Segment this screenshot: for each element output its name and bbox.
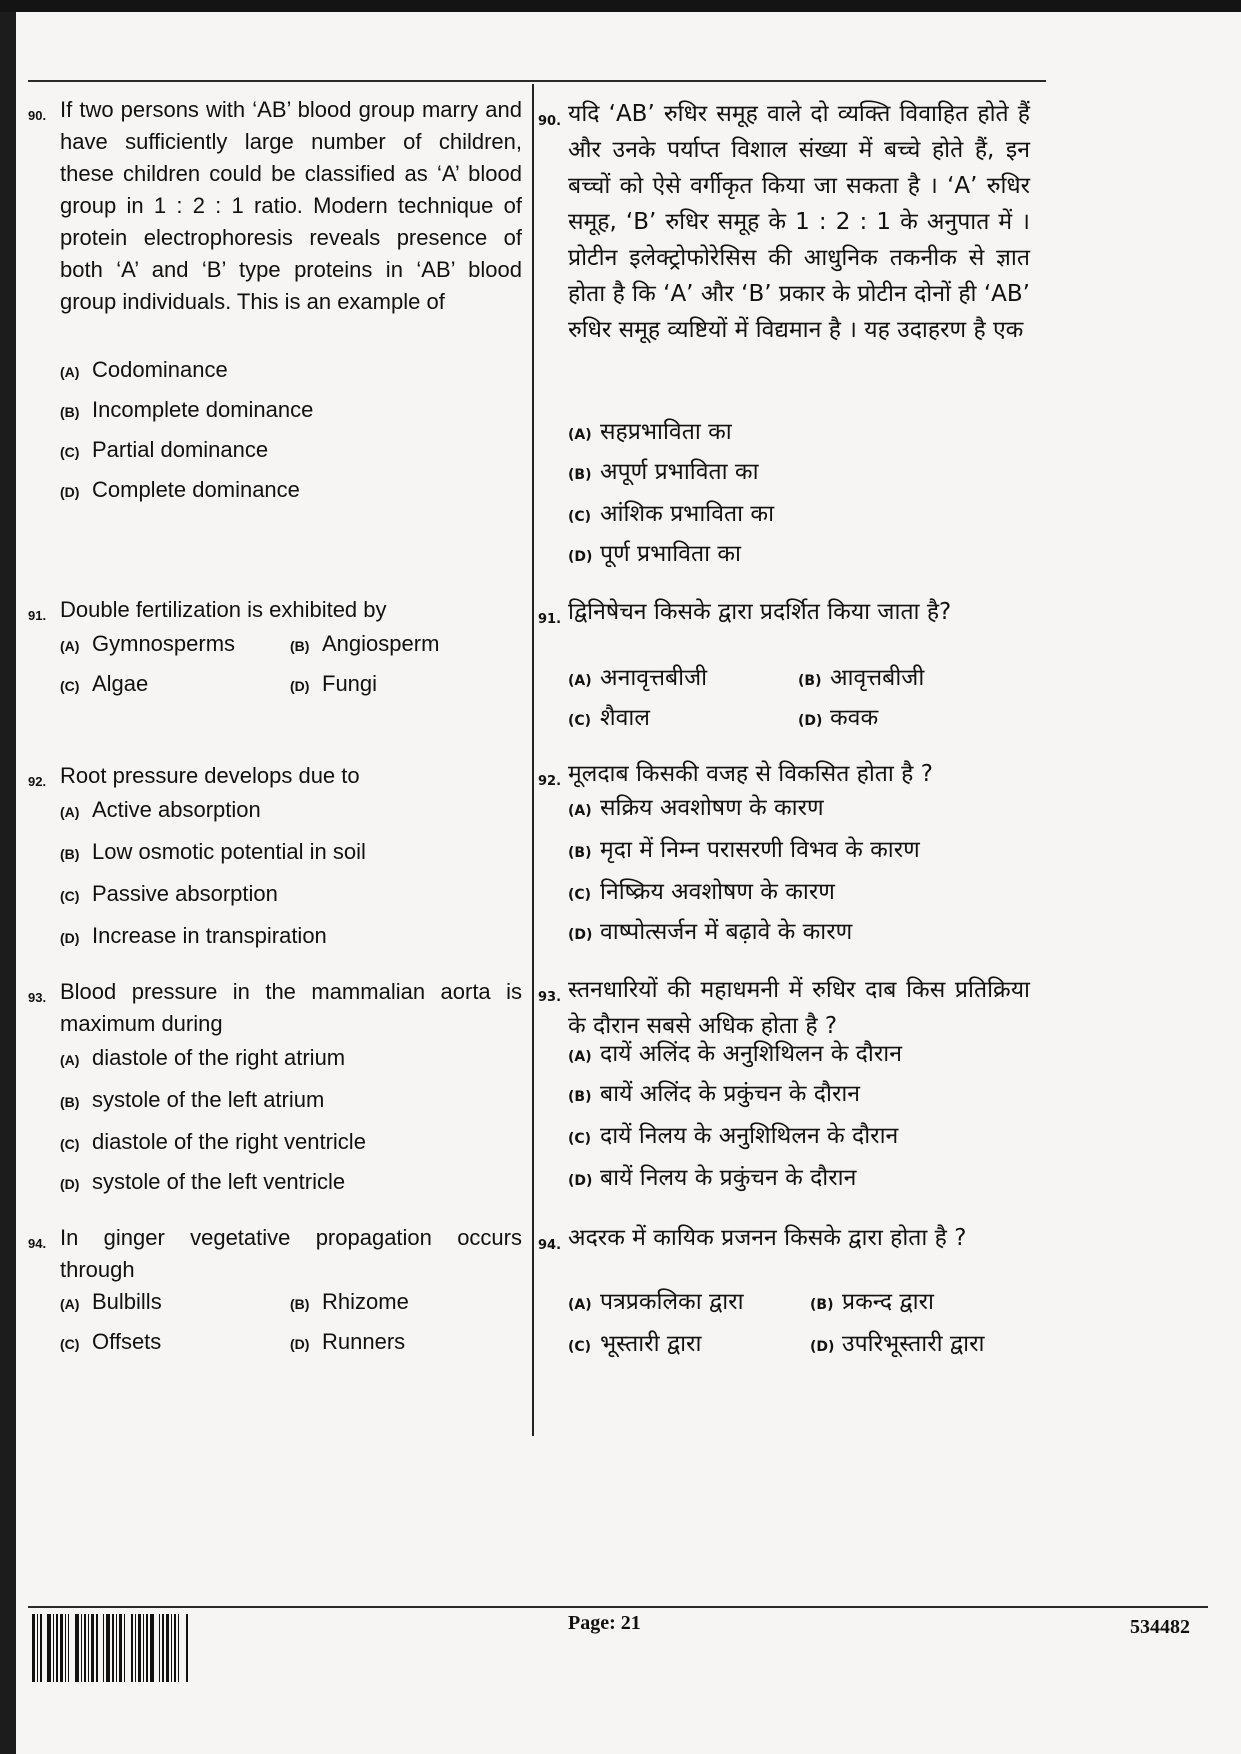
option-c: (C) diastole of the right ventricle — [60, 1129, 366, 1154]
question-stem: If two persons with ‘AB’ blood group marry and have sufficiently large number of children, these children could be classified as ‘A’ blood group in 1 : 2 : 1 ratio. Modern technique of protein electrophoresis reveals presence of both ‘A’ and ‘B’ type proteins in ‘AB’ blood group individuals. This is an example of — [60, 97, 522, 314]
question-en-90 — [28, 94, 522, 318]
option-b: (B) बायें अलिंद के प्रकुंचन के दौरान — [568, 1081, 861, 1107]
question-number: 92. — [28, 774, 47, 789]
option-b: (B) प्रकन्द द्वारा — [810, 1289, 934, 1315]
option-a: (A) Codominance — [60, 357, 228, 382]
question-number: 91. — [538, 612, 562, 627]
option-d: (D) कवक — [798, 705, 879, 731]
question-number: 94. — [538, 1238, 562, 1253]
question-number: 90. — [538, 114, 562, 129]
question-stem: Blood pressure in the mammalian aorta is maximum during — [60, 979, 522, 1036]
question-stem: स्तनधारियों की महाधमनी में रुधिर दाब किस प्रतिक्रिया के दौरान सबसे अधिक होता है ? — [568, 977, 1030, 1039]
option-d: (D) Complete dominance — [60, 477, 300, 502]
option-b: (B) अपूर्ण प्रभाविता का — [568, 459, 759, 485]
header-rule — [28, 80, 1046, 82]
option-a: (A) सक्रिय अवशोषण के कारण — [568, 795, 824, 821]
option-c: (C) Partial dominance — [60, 437, 269, 462]
option-c: (C) दायें निलय के अनुशिथिलन के दौरान — [568, 1123, 899, 1149]
question-stem: द्विनिषेचन किसके द्वारा प्रदर्शित किया जाता है? — [568, 599, 952, 625]
option-a: (A) Gymnosperms — [60, 631, 236, 656]
option-b: (B) Angiosperm — [290, 631, 440, 656]
booklet-code: 534482 — [1130, 1616, 1190, 1638]
option-a: (A) सहप्रभाविता का — [568, 419, 732, 445]
option-c: (C) शैवाल — [568, 705, 650, 731]
option-b: (B) Rhizome — [290, 1289, 409, 1314]
question-number: 93. — [538, 990, 562, 1005]
question-number: 91. — [28, 608, 47, 623]
question-hi-94 — [538, 1220, 1030, 1256]
option-b: (B) आवृत्तबीजी — [798, 665, 925, 691]
option-d: (D) Fungi — [290, 671, 378, 696]
option-d: (D) systole of the left ventricle — [60, 1169, 346, 1194]
option-a: (A) Active absorption — [60, 797, 261, 822]
footer-rule — [28, 1606, 1208, 1608]
option-c: (C) Offsets — [60, 1329, 162, 1354]
question-stem: अदरक में कायिक प्रजनन किसके द्वारा होता है ? — [568, 1225, 967, 1251]
question-stem: Double fertilization is exhibited by — [60, 597, 387, 622]
question-hi-91 — [538, 594, 1030, 630]
question-stem: यदि ‘AB’ रुधिर समूह वाले दो व्यक्ति विवाहित होते हैं और उनके पर्याप्त विशाल संख्या में बच्चे होते हैं, इन बच्चों को ऐसे वर्गीकृत किया जा सकता है । ‘A’ रुधिर समूह, ‘B’ रुधिर समूह के 1 : 2 : 1 के अनुपात में । प्रोटीन इलेक्ट्रोफोरेसिस की आधुनिक तकनीक से ज्ञात होता है कि ‘A’ और ‘B’ प्रकार के प्रोटीन दोनों ही ‘AB’ रुधिर समूह व्यष्टियों में विद्यमान है । यह उदाहरण है एक — [568, 101, 1030, 343]
option-c: (C) भूस्तारी द्वारा — [568, 1331, 702, 1357]
option-a: (A) अनावृत्तबीजी — [568, 665, 708, 691]
page-number: Page: 21 — [568, 1612, 641, 1634]
question-en-92 — [28, 760, 522, 792]
question-stem: Root pressure develops due to — [60, 763, 360, 788]
question-en-91 — [28, 594, 522, 626]
option-c: (C) Passive absorption — [60, 881, 278, 906]
option-d: (D) वाष्पोत्सर्जन में बढ़ावे के कारण — [568, 919, 853, 945]
question-hi-90 — [538, 96, 1030, 348]
question-number: 90. — [28, 108, 47, 123]
option-a: (A) पत्रप्रकलिका द्वारा — [568, 1289, 744, 1315]
option-a: (A) दायें अलिंद के अनुशिथिलन के दौरान — [568, 1041, 902, 1067]
option-b: (B) systole of the left atrium — [60, 1087, 325, 1112]
question-number: 93. — [28, 990, 47, 1005]
option-c: (C) निष्क्रिय अवशोषण के कारण — [568, 879, 835, 905]
option-d: (D) Runners — [290, 1329, 406, 1354]
option-d: (D) पूर्ण प्रभाविता का — [568, 541, 741, 567]
option-b: (B) मृदा में निम्न परासरणी विभव के कारण — [568, 837, 920, 863]
option-c: (C) आंशिक प्रभाविता का — [568, 501, 775, 527]
option-b: (B) Low osmotic potential in soil — [60, 839, 366, 864]
option-d: (D) बायें निलय के प्रकुंचन के दौरान — [568, 1165, 857, 1191]
question-number: 94. — [28, 1236, 47, 1251]
question-en-94 — [28, 1222, 522, 1286]
option-a: (A) Bulbills — [60, 1289, 162, 1314]
question-stem: In ginger vegetative propagation occurs through — [60, 1225, 522, 1282]
option-d: (D) उपरिभूस्तारी द्वारा — [810, 1331, 985, 1357]
column-divider — [532, 84, 534, 1436]
question-hi-93 — [538, 972, 1030, 1044]
barcode-image — [32, 1614, 242, 1682]
option-a: (A) diastole of the right atrium — [60, 1045, 346, 1070]
scan-top-edge — [0, 0, 1241, 12]
option-b: (B) Incomplete dominance — [60, 397, 314, 422]
question-en-93 — [28, 976, 522, 1040]
option-d: (D) Increase in transpiration — [60, 923, 327, 948]
option-c: (C) Algae — [60, 671, 149, 696]
question-number: 92. — [538, 774, 562, 789]
question-hi-92 — [538, 756, 1030, 792]
question-stem: मूलदाब किसकी वजह से विकसित होता है ? — [568, 761, 933, 787]
